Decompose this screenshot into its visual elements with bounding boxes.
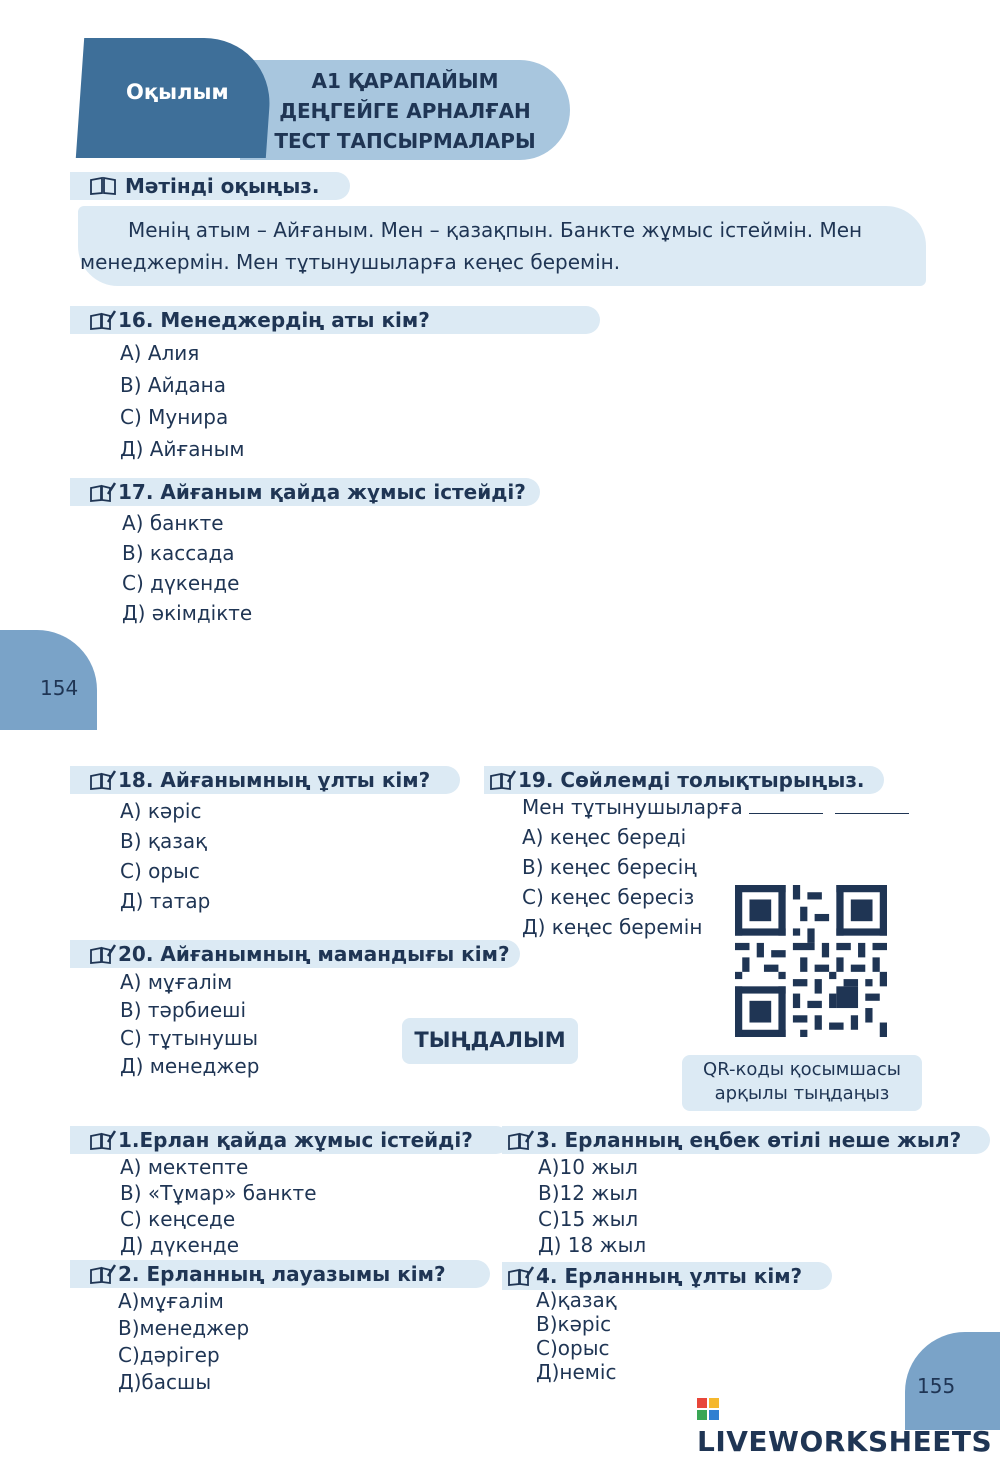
l3-options: [538, 1154, 646, 1258]
book-pencil-icon: [490, 770, 516, 790]
option[interactable]: Д) Айғаным: [120, 437, 245, 461]
option[interactable]: С) кеңес бересіз: [522, 885, 695, 909]
qr-code-icon[interactable]: [735, 885, 887, 1037]
option[interactable]: В) қазақ: [120, 829, 208, 853]
reading-instruction: Мәтінді оқыңыз.: [90, 174, 320, 198]
option[interactable]: В)12 жыл: [538, 1181, 638, 1205]
option[interactable]: Д)неміс: [536, 1360, 617, 1384]
listening-question-4: 4. Ерланның ұлты кім?: [508, 1264, 802, 1288]
book-pencil-icon: [90, 482, 116, 502]
option[interactable]: Д) әкімдікте: [122, 601, 253, 625]
option[interactable]: А) банкте: [122, 511, 224, 535]
option[interactable]: В) «Тұмар» банкте: [120, 1181, 317, 1205]
option[interactable]: Д) 18 жыл: [538, 1233, 647, 1257]
option[interactable]: С) тұтынушы: [120, 1026, 259, 1050]
option[interactable]: А)мұғалім: [118, 1289, 224, 1313]
option[interactable]: А)10 жыл: [538, 1155, 638, 1179]
l2-options: [118, 1288, 249, 1396]
option[interactable]: А) кеңес береді: [522, 825, 687, 849]
option[interactable]: С)орыс: [536, 1336, 610, 1360]
book-pencil-icon: [90, 770, 116, 790]
option[interactable]: А) Алия: [120, 341, 200, 365]
q18-options: [120, 796, 210, 916]
option[interactable]: С)дәрігер: [118, 1343, 220, 1367]
question-18: 18. Айғанымның ұлты кім?: [90, 768, 430, 792]
answer-blank[interactable]: [749, 797, 823, 814]
question-20: 20. Айғанымның мамандығы кім?: [90, 942, 510, 966]
listening-question-3: 3. Ерланның еңбек өтілі неше жыл?: [508, 1128, 961, 1152]
page-number-right: 155: [905, 1332, 1000, 1430]
option[interactable]: Д)басшы: [118, 1370, 212, 1394]
option[interactable]: Д) кеңес беремін: [522, 915, 703, 939]
option[interactable]: С) дүкенде: [122, 571, 240, 595]
listening-question-2: 2. Ерланның лауазымы кім?: [90, 1262, 446, 1286]
option[interactable]: В) кассада: [122, 541, 235, 565]
book-pencil-icon: [90, 1130, 116, 1150]
l4-options: [536, 1288, 617, 1384]
book-pencil-icon: [508, 1130, 534, 1150]
q19-options: [522, 822, 702, 942]
page-title: А1 ҚАРАПАЙЫМ ДЕҢГЕЙГЕ АРНАЛҒАН ТЕСТ ТАПСЫРМАЛАРЫ: [274, 69, 536, 153]
liveworksheets-logo-icon: [697, 1398, 719, 1420]
section-tab-label: Оқылым: [126, 80, 229, 104]
qr-caption: QR-коды қосымшасы арқылы тыңдаңыз: [703, 1059, 901, 1104]
question-16: 16. Менеджердің аты кім?: [90, 308, 430, 332]
option[interactable]: А) мұғалім: [120, 970, 233, 994]
option[interactable]: С) кеңседе: [120, 1207, 236, 1231]
option[interactable]: А) мектепте: [120, 1155, 249, 1179]
option[interactable]: А) кәріс: [120, 799, 202, 823]
option[interactable]: С) Мунира: [120, 405, 229, 429]
option[interactable]: В)менеджер: [118, 1316, 250, 1340]
option[interactable]: В) тәрбиеші: [120, 998, 247, 1022]
question-17: 17. Айғаным қайда жұмыс істейді?: [90, 480, 526, 504]
option[interactable]: Д) менеджер: [120, 1054, 260, 1078]
q17-options: [122, 508, 252, 628]
option[interactable]: А)қазақ: [536, 1288, 617, 1312]
book-icon: [90, 176, 116, 196]
option[interactable]: С)15 жыл: [538, 1207, 639, 1231]
listening-question-1: 1.Ерлан қайда жұмыс істейді?: [90, 1128, 473, 1152]
answer-blank[interactable]: [835, 797, 909, 814]
l1-options: [120, 1154, 317, 1258]
option[interactable]: Д) татар: [120, 889, 211, 913]
q16-options: [120, 338, 244, 464]
option[interactable]: С) орыс: [120, 859, 200, 883]
book-pencil-icon: [90, 1264, 116, 1284]
book-pencil-icon: [508, 1266, 534, 1286]
option[interactable]: В) кеңес бересің: [522, 855, 697, 879]
option[interactable]: В)кәріс: [536, 1312, 612, 1336]
question-19: 19. Сөйлемді толықтырыңыз.: [490, 768, 865, 792]
page-number-left: 154: [0, 630, 97, 730]
q20-options: [120, 968, 259, 1080]
book-pencil-icon: [90, 310, 116, 330]
option[interactable]: В) Айдана: [120, 373, 226, 397]
liveworksheets-watermark: LIVEWORKSHEETS: [697, 1392, 1000, 1458]
option[interactable]: Д) дүкенде: [120, 1233, 240, 1257]
reading-text: Менің атым – Айғаным. Мен – қазақпын. Банкте жұмыс істеймін. Мен менеджермін. Мен тұтынушыларға кеңес беремін.: [80, 218, 863, 274]
listening-label: ТЫҢДАЛЫМ: [414, 1028, 566, 1052]
q19-prompt: Мен тұтынушыларға: [522, 792, 909, 822]
book-pencil-icon: [90, 944, 116, 964]
